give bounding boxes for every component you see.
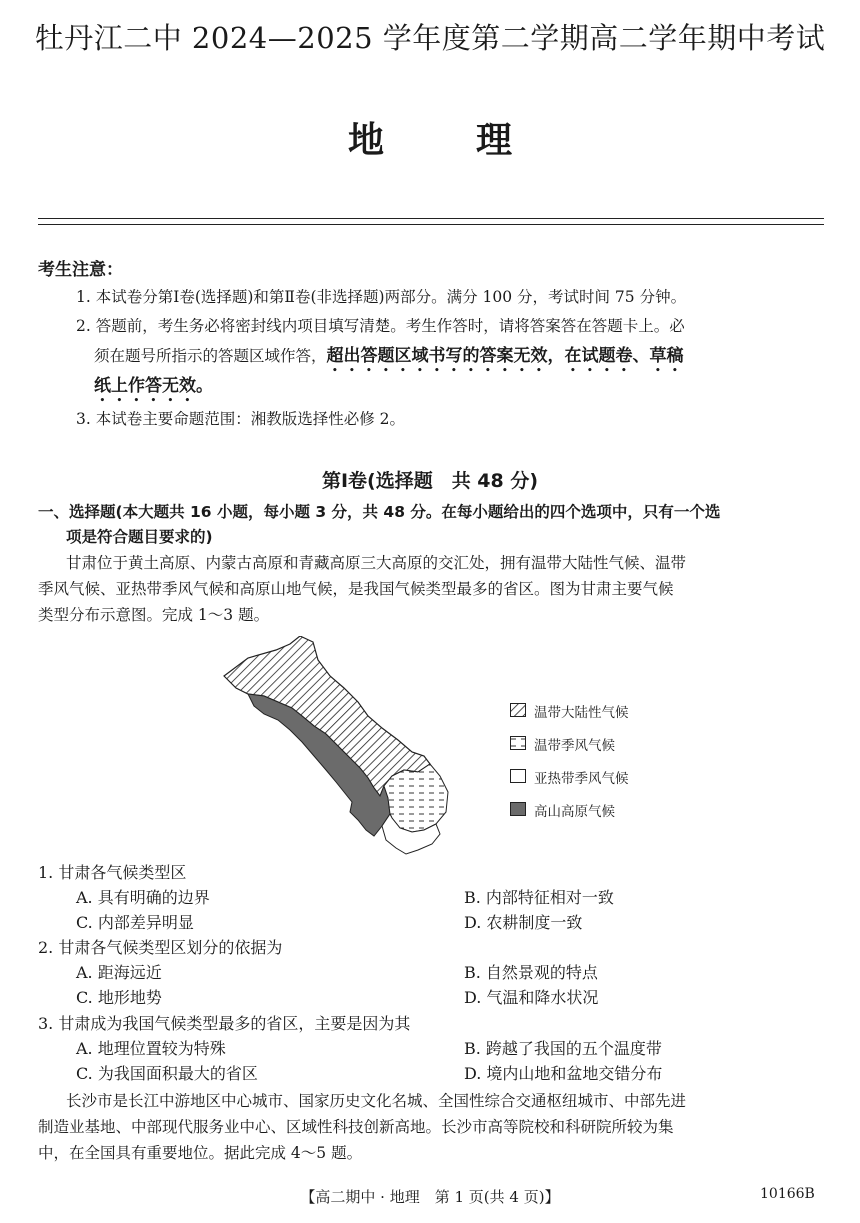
- notice-title: 考生注意：: [38, 260, 123, 280]
- legend-label: 温带大陆性气候: [534, 705, 629, 721]
- question-2-option-a: A. 距海远近: [76, 963, 162, 982]
- question-2-stem: 2. 甘肃各气候类型区划分的依据为: [38, 938, 283, 957]
- question-2-option-b: B. 自然景观的特点: [464, 963, 598, 982]
- passage-2-line-2: 制造业基地、中部现代服务业中心、区域性科技创新高地。长沙市高等院校和科研院所较为集: [38, 1118, 674, 1136]
- question-3-option-a: A. 地理位置较为特殊: [76, 1039, 226, 1058]
- notice-item-2-emphasis-end: 纸上作答无效。: [94, 376, 213, 396]
- paper-code: 10166B: [760, 1186, 815, 1202]
- passage-1-line-2: 季风气候、亚热带季风气候和高原山地气候，是我国气候类型最多的省区。图为甘肃主要气候: [38, 580, 674, 598]
- notice-item-3: 3. 本试卷主要命题范围：湘教版选择性必修 2。: [76, 410, 406, 428]
- notice-item-2-emphasis: 超出答题区域书写的答案无效，在试题卷、草稿: [326, 346, 684, 366]
- diagonal-hatch-swatch-icon: [510, 703, 526, 717]
- gansu-map-svg: [218, 636, 468, 856]
- header-divider-thick: [38, 218, 824, 219]
- passage-2-line-1: 长沙市是长江中游地区中心城市、国家历史文化名城、全国性综合交通枢纽城市、中部先进: [66, 1092, 687, 1110]
- passage-1-line-3: 类型分布示意图。完成 1～3 题。: [38, 606, 270, 624]
- question-3-option-c: C. 为我国面积最大的省区: [76, 1064, 258, 1083]
- header-divider-thin: [38, 224, 824, 225]
- subject-title: 地理: [347, 120, 604, 161]
- question-1-option-b: B. 内部特征相对一致: [464, 888, 614, 907]
- question-3-option-d: D. 境内山地和盆地交错分布: [464, 1064, 663, 1083]
- question-1-stem: 1. 甘肃各气候类型区: [38, 863, 187, 882]
- dash-pattern-swatch-icon: [510, 736, 526, 750]
- passage-2-line-3: 中，在全国具有重要地位。据此完成 4～5 题。: [38, 1144, 363, 1162]
- white-swatch-icon: [510, 769, 526, 783]
- question-3-stem: 3. 甘肃成为我国气候类型最多的省区，主要是因为其: [38, 1014, 411, 1033]
- notice-item-2-line-2: [94, 343, 684, 376]
- page-footer: 【高二期中 · 地理 第 1 页(共 4 页)】: [300, 1188, 560, 1206]
- question-1-option-d: D. 农耕制度一致: [464, 913, 583, 932]
- question-2-option-c: C. 地形地势: [76, 988, 162, 1007]
- dark-gray-swatch-icon: [510, 802, 526, 816]
- notice-item-2-line-3: [94, 373, 213, 406]
- section-heading: 第Ⅰ卷(选择题 共 48 分): [321, 470, 539, 492]
- passage-1-line-1: 甘肃位于黄土高原、内蒙古高原和青藏高原三大高原的交汇处，拥有温带大陆性气候、温带: [66, 554, 687, 572]
- notice-item-1: 1. 本试卷分第Ⅰ卷(选择题)和第Ⅱ卷(非选择题)两部分。满分 100 分，考试时间 75 分钟。: [76, 288, 687, 306]
- legend-label: 高山高原气候: [534, 804, 615, 820]
- notice-item-2-line-1: 2. 答题前，考生务必将密封线内项目填写清楚。考生作答时，请将答案答在答题卡上。必: [76, 317, 685, 335]
- part-instructions-line-2: 项是符合题目要求的): [66, 528, 213, 546]
- question-2-option-d: D. 气温和降水状况: [464, 988, 599, 1007]
- part-instructions-line-1: 一、选择题(本大题共 16 小题，每小题 3 分，共 48 分。在每小题给出的四个选项中，只有一个选: [38, 503, 721, 521]
- notice-item-2-plain: 须在题号所指示的答题区域作答，: [94, 347, 327, 365]
- legend-label: 温带季风气候: [534, 738, 615, 754]
- exam-title: 牡丹江二中 2024—2025 学年度第二学期高二学年期中考试: [34, 21, 826, 55]
- question-3-option-b: B. 跨越了我国的五个温度带: [464, 1039, 662, 1058]
- question-1-option-a: A. 具有明确的边界: [76, 888, 210, 907]
- question-1-option-c: C. 内部差异明显: [76, 913, 194, 932]
- legend-label: 亚热带季风气候: [534, 771, 629, 787]
- gansu-climate-map: [218, 636, 468, 856]
